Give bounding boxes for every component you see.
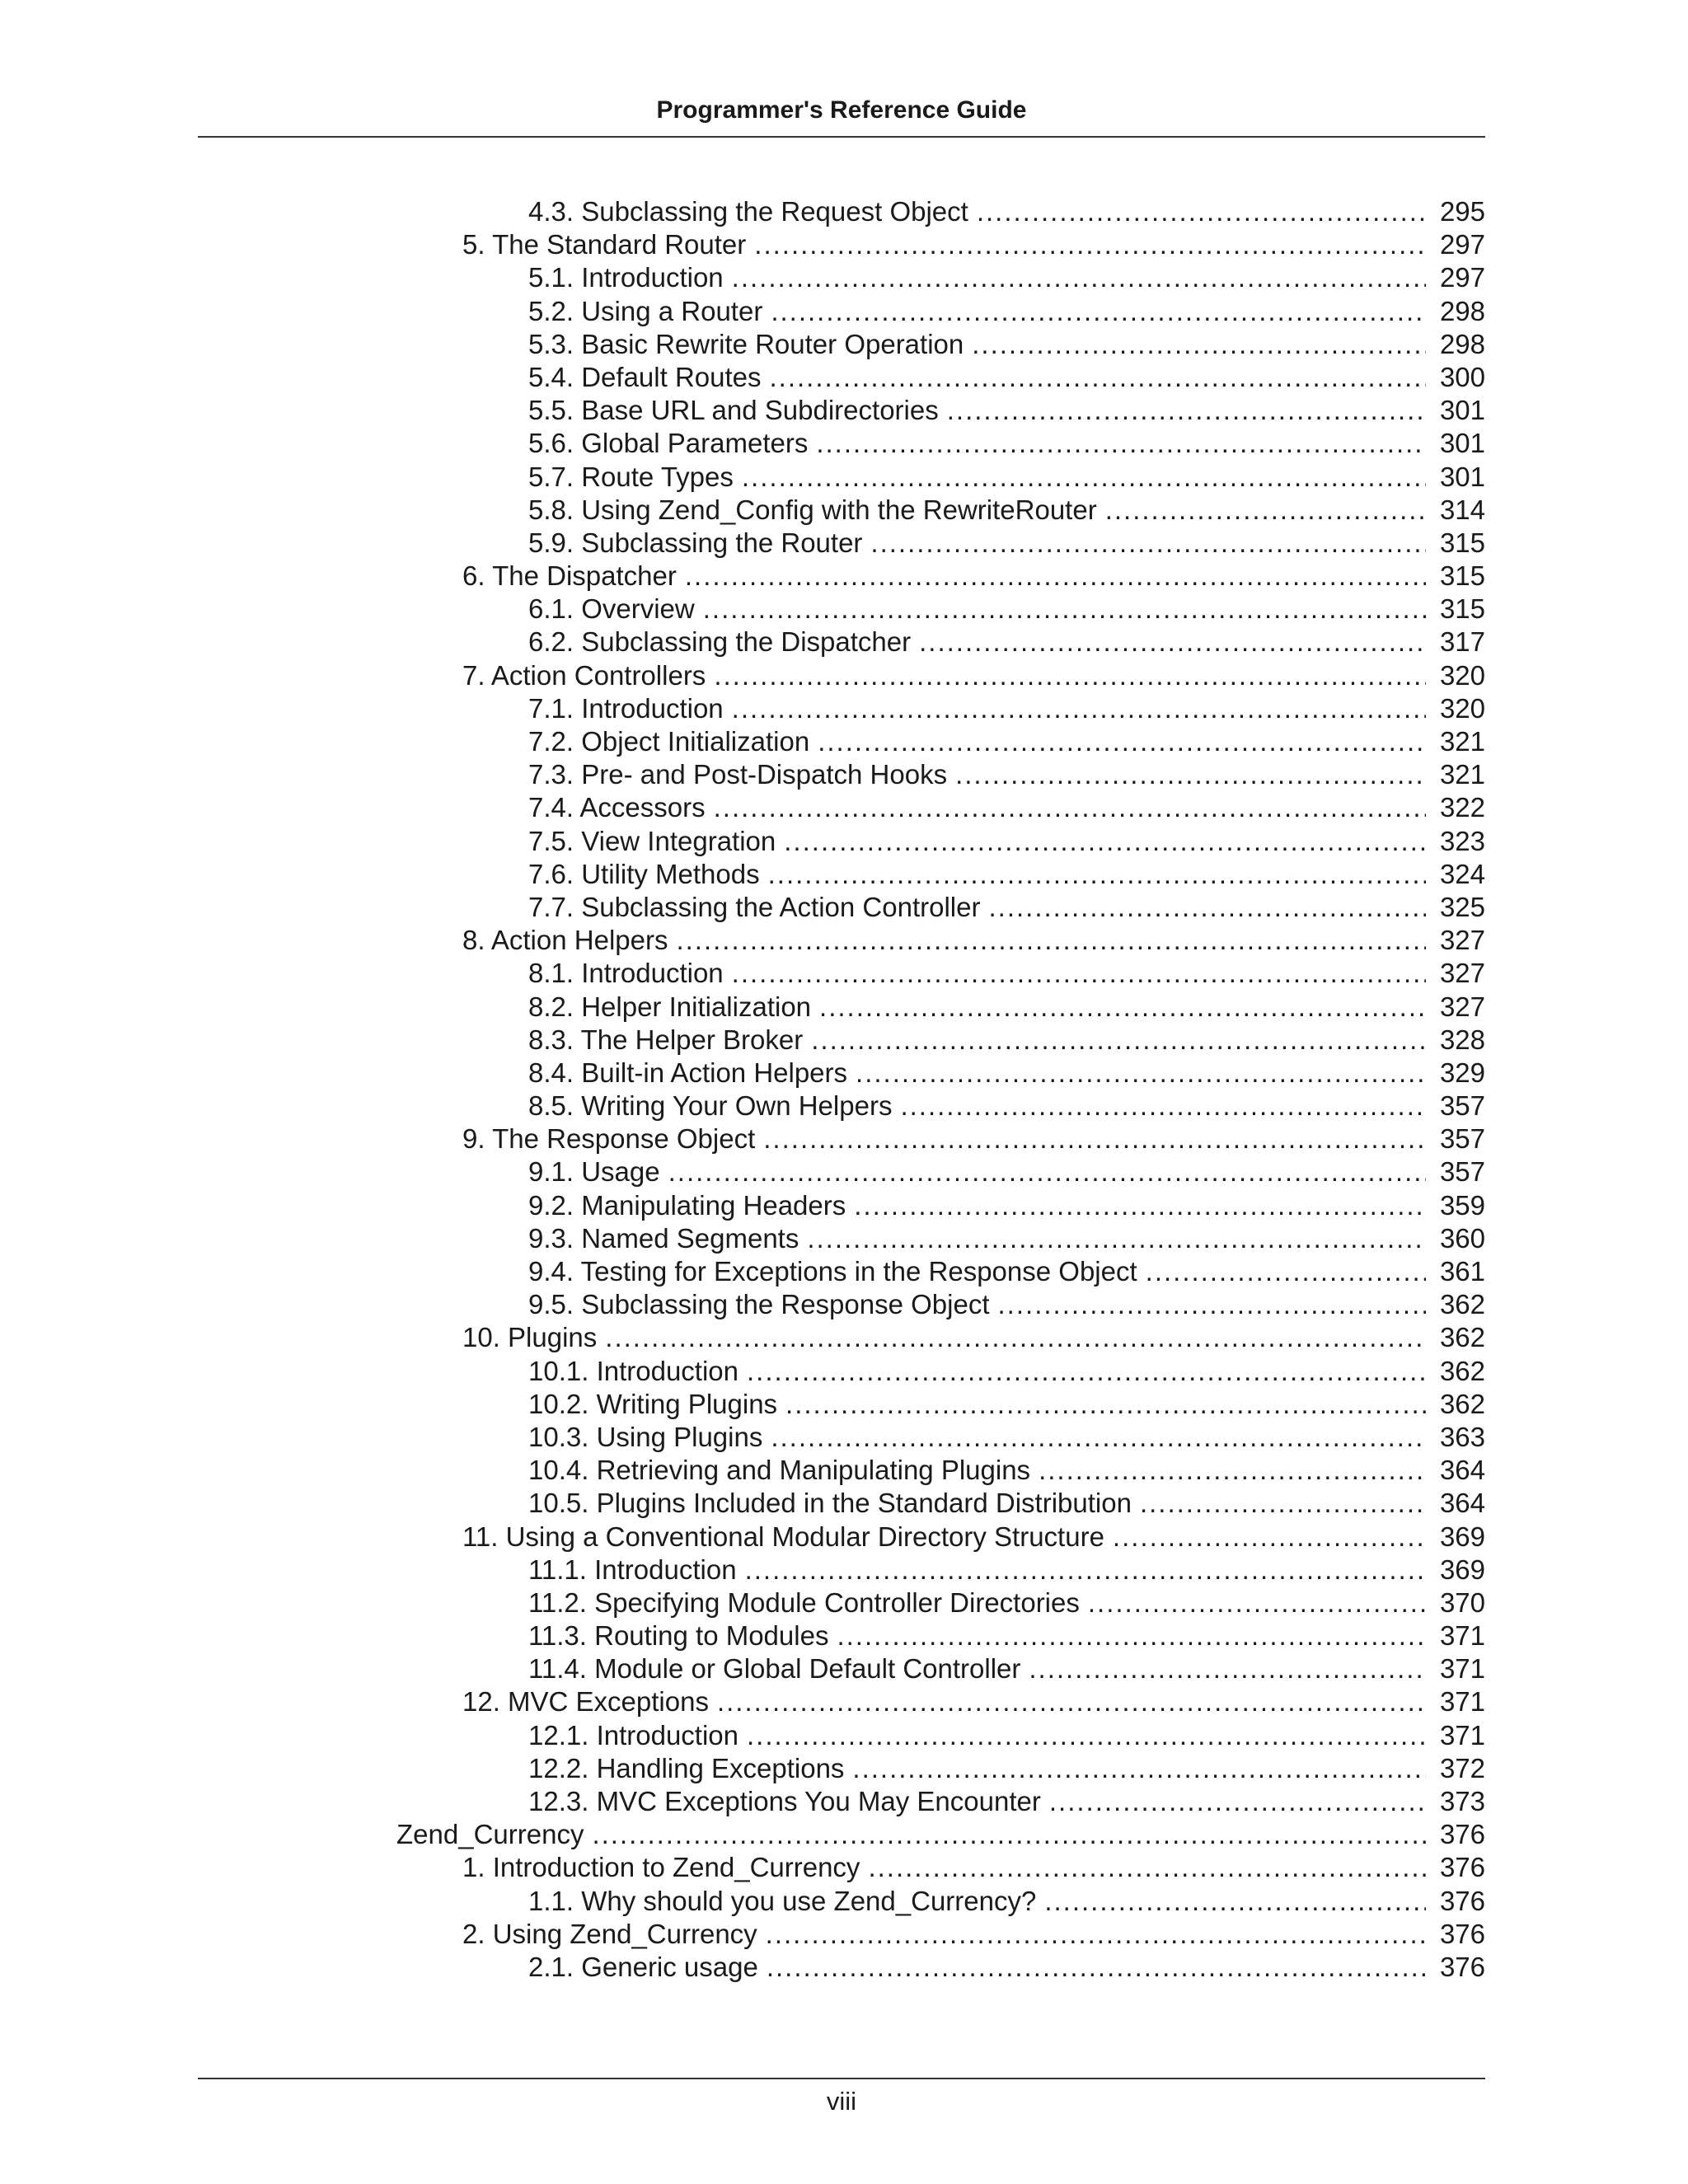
toc-entry-label: 1. Introduction to Zend_Currency (462, 1852, 860, 1883)
toc-entry-page: 298 (1439, 295, 1485, 326)
toc-row (0, 626, 1688, 658)
toc-dot-leader (1029, 1652, 1426, 1685)
toc-row (0, 1685, 1688, 1718)
toc-entry-label: 2.1. Generic usage (528, 1951, 758, 1982)
toc-row (0, 427, 1688, 460)
toc-entry-page: 298 (1439, 328, 1485, 359)
toc-entry[interactable] (528, 1752, 1485, 1785)
toc-row (0, 825, 1688, 858)
toc-dot-leader (807, 1222, 1426, 1255)
toc-entry-page: 373 (1439, 1786, 1485, 1816)
toc-entry-label: 7.5. View Integration (528, 825, 776, 856)
toc-row (0, 361, 1688, 394)
toc-entry[interactable] (528, 1885, 1485, 1918)
toc-dot-leader (771, 1421, 1426, 1454)
toc-entry-page: 297 (1439, 229, 1485, 260)
toc-dot-leader (919, 626, 1426, 658)
toc-dot-leader (955, 758, 1426, 791)
toc-entry[interactable] (528, 494, 1485, 527)
toc-entry[interactable] (528, 825, 1485, 858)
toc-entry-page: 324 (1439, 858, 1485, 889)
toc-dot-leader (852, 1752, 1426, 1785)
toc-entry-label: 10.1. Introduction (528, 1355, 739, 1386)
toc-entry[interactable] (528, 1355, 1485, 1388)
toc-entry[interactable] (528, 991, 1485, 1024)
toc-row (0, 1619, 1688, 1652)
toc-entry-page: 364 (1439, 1455, 1485, 1486)
toc-dot-leader (676, 924, 1426, 957)
toc-row (0, 924, 1688, 957)
toc-dot-leader (947, 394, 1426, 427)
toc-entry-page: 371 (1439, 1686, 1485, 1718)
toc-entry[interactable] (396, 1818, 1485, 1851)
toc-entry-label: 5.4. Default Routes (528, 361, 762, 392)
toc-row (0, 261, 1688, 294)
toc-entry-label: 8.3. The Helper Broker (528, 1024, 804, 1055)
toc-entry[interactable] (462, 1122, 1485, 1155)
toc-entry-page: 363 (1439, 1421, 1485, 1452)
toc-entry-label: 9.3. Named Segments (528, 1222, 799, 1254)
toc-entry[interactable] (528, 1619, 1485, 1652)
toc-entry-label: 11.2. Specifying Module Controller Directories (528, 1586, 1080, 1618)
toc-entry[interactable] (528, 1951, 1485, 1984)
toc-row (0, 1652, 1688, 1685)
toc-row (0, 991, 1688, 1024)
toc-entry[interactable] (528, 1586, 1485, 1619)
toc-dot-leader (837, 1619, 1426, 1652)
toc-entry-label: 9.5. Subclassing the Response Object (528, 1289, 990, 1320)
toc-dot-leader (1039, 1454, 1426, 1487)
toc-row (0, 228, 1688, 261)
toc-entry-page: 328 (1439, 1024, 1485, 1055)
toc-entry-page: 301 (1439, 461, 1485, 492)
toc-entry-label: 12.2. Handling Exceptions (528, 1752, 845, 1783)
toc-entry-label: 7. Action Controllers (462, 659, 706, 691)
toc-entry-label: 5.2. Using a Router (528, 295, 763, 326)
toc-dot-leader (668, 1155, 1426, 1188)
toc-row (0, 295, 1688, 328)
toc-row (0, 527, 1688, 560)
toc-entry[interactable] (528, 261, 1485, 294)
toc-entry[interactable] (462, 1521, 1485, 1554)
toc-dot-leader (818, 725, 1426, 758)
toc-entry[interactable] (462, 560, 1485, 593)
toc-entry-page: 376 (1439, 1918, 1485, 1949)
toc-entry[interactable] (528, 858, 1485, 891)
toc-entry[interactable] (462, 1918, 1485, 1951)
toc-entry[interactable] (528, 1057, 1485, 1090)
toc-row (0, 1189, 1688, 1222)
toc-dot-leader (868, 1851, 1426, 1884)
toc-entry-page: 376 (1439, 1819, 1485, 1850)
toc-entry-label: 10.4. Retrieving and Manipulating Plugins (528, 1455, 1031, 1486)
table-of-contents (0, 195, 1688, 1984)
toc-entry-page: 317 (1439, 626, 1485, 658)
toc-entry[interactable] (528, 791, 1485, 824)
toc-row (0, 1454, 1688, 1487)
toc-entry-label: 5.1. Introduction (528, 262, 724, 293)
toc-entry[interactable] (528, 725, 1485, 758)
toc-dot-leader (763, 1122, 1426, 1155)
toc-entry-label: 9.2. Manipulating Headers (528, 1189, 846, 1221)
toc-entry[interactable] (528, 1255, 1485, 1288)
toc-entry-page: 322 (1439, 792, 1485, 823)
toc-entry-label: 7.6. Utility Methods (528, 858, 760, 889)
toc-dot-leader (747, 1355, 1426, 1388)
toc-entry[interactable] (528, 394, 1485, 427)
toc-row (0, 195, 1688, 228)
toc-row (0, 1388, 1688, 1421)
toc-entry-label: 8.5. Writing Your Own Helpers (528, 1090, 893, 1122)
toc-row (0, 791, 1688, 824)
toc-entry-page: 362 (1439, 1322, 1485, 1353)
toc-entry-page: 376 (1439, 1885, 1485, 1916)
toc-row (0, 1355, 1688, 1388)
toc-entry-page: 321 (1439, 759, 1485, 790)
toc-entry-page: 320 (1439, 659, 1485, 691)
toc-entry-page: 376 (1439, 1951, 1485, 1982)
toc-entry-page: 315 (1439, 593, 1485, 625)
footer-rule (198, 2078, 1485, 2079)
toc-row (0, 1090, 1688, 1122)
toc-dot-leader (870, 527, 1426, 560)
toc-row (0, 1057, 1688, 1090)
toc-entry-page: 357 (1439, 1123, 1485, 1155)
toc-dot-leader (747, 1719, 1426, 1752)
toc-entry-page: 327 (1439, 958, 1485, 989)
toc-entry-page: 300 (1439, 361, 1485, 392)
toc-dot-leader (703, 593, 1426, 626)
toc-dot-leader (998, 1288, 1426, 1321)
toc-entry[interactable] (528, 1421, 1485, 1454)
toc-row (0, 1288, 1688, 1321)
toc-entry-page: 370 (1439, 1586, 1485, 1618)
toc-entry[interactable] (528, 1388, 1485, 1421)
toc-dot-leader (1049, 1785, 1426, 1818)
toc-entry[interactable] (462, 1685, 1485, 1718)
toc-row (0, 1321, 1688, 1354)
toc-entry-label: 5.8. Using Zend_Config with the RewriteRouter (528, 494, 1097, 525)
toc-entry-label: 8.4. Built-in Action Helpers (528, 1057, 848, 1088)
toc-entry-page: 301 (1439, 395, 1485, 426)
toc-row (0, 1554, 1688, 1586)
page-number: viii (826, 2087, 857, 2116)
toc-entry-label: 5. The Standard Router (462, 229, 747, 260)
toc-dot-leader (714, 659, 1426, 692)
toc-entry-label: 12.1. Introduction (528, 1719, 739, 1750)
toc-entry-label: 1.1. Why should you use Zend_Currency? (528, 1885, 1037, 1916)
toc-dot-leader (592, 1818, 1426, 1851)
toc-entry-label: 10. Plugins (462, 1322, 598, 1353)
toc-dot-leader (811, 1024, 1426, 1057)
toc-dot-leader (784, 825, 1426, 858)
toc-entry-label: 11.4. Module or Global Default Controller (528, 1653, 1021, 1685)
toc-entry[interactable] (528, 328, 1485, 361)
toc-entry-label: 9.4. Testing for Exceptions in the Response Object (528, 1256, 1137, 1286)
toc-entry[interactable] (528, 692, 1485, 725)
toc-entry-page: 329 (1439, 1057, 1485, 1088)
toc-row (0, 1918, 1688, 1951)
toc-dot-leader (768, 858, 1426, 891)
toc-dot-leader (745, 1554, 1426, 1586)
toc-dot-leader (819, 991, 1426, 1024)
toc-entry[interactable] (528, 593, 1485, 626)
toc-entry-label: 12.3. MVC Exceptions You May Encounter (528, 1786, 1041, 1816)
toc-entry-label: 5.5. Base URL and Subdirectories (528, 395, 939, 426)
toc-row (0, 1818, 1688, 1851)
toc-dot-leader (977, 195, 1426, 228)
toc-row (0, 1255, 1688, 1288)
toc-dot-leader (605, 1321, 1426, 1354)
toc-dot-leader (988, 891, 1426, 924)
toc-dot-leader (856, 1057, 1426, 1090)
toc-row (0, 394, 1688, 427)
toc-entry-page: 327 (1439, 991, 1485, 1022)
toc-entry[interactable] (528, 461, 1485, 494)
toc-row (0, 1521, 1688, 1554)
toc-entry[interactable] (528, 427, 1485, 460)
toc-entry[interactable] (528, 1454, 1485, 1487)
running-header: Programmer's Reference Guide (656, 96, 1027, 124)
toc-entry-label: 7.3. Pre- and Post-Dispatch Hooks (528, 759, 948, 790)
toc-dot-leader (972, 328, 1426, 361)
toc-row (0, 1222, 1688, 1255)
toc-entry-page: 359 (1439, 1189, 1485, 1221)
toc-entry-page: 357 (1439, 1090, 1485, 1122)
toc-entry[interactable] (528, 295, 1485, 328)
toc-entry-page: 376 (1439, 1852, 1485, 1883)
toc-entry-label: 9.1. Usage (528, 1156, 660, 1188)
toc-entry-page: 327 (1439, 925, 1485, 956)
toc-row (0, 560, 1688, 593)
toc-dot-leader (770, 361, 1427, 394)
toc-entry-label: 8.1. Introduction (528, 958, 724, 989)
toc-entry-page: 314 (1439, 494, 1485, 525)
toc-entry[interactable] (528, 1554, 1485, 1586)
toc-row (0, 1122, 1688, 1155)
toc-entry-page: 295 (1439, 196, 1485, 227)
toc-entry[interactable] (462, 659, 1485, 692)
toc-row (0, 328, 1688, 361)
toc-entry-label: 6.2. Subclassing the Dispatcher (528, 626, 912, 658)
toc-entry[interactable] (528, 1288, 1485, 1321)
toc-entry-label: 6. The Dispatcher (462, 560, 677, 592)
toc-entry-label: 7.4. Accessors (528, 792, 706, 823)
toc-entry[interactable] (528, 1652, 1485, 1685)
toc-entry-label: 11.1. Introduction (528, 1554, 737, 1585)
toc-entry-label: 10.2. Writing Plugins (528, 1388, 778, 1419)
toc-entry[interactable] (462, 228, 1485, 261)
toc-entry-label: 4.3. Subclassing the Request Object (528, 196, 968, 227)
toc-entry-label: 7.7. Subclassing the Action Controller (528, 891, 981, 922)
toc-entry-page: 323 (1439, 825, 1485, 856)
toc-row (0, 1752, 1688, 1785)
toc-row (0, 461, 1688, 494)
toc-dot-leader (1113, 1521, 1426, 1554)
toc-entry-label: 5.7. Route Types (528, 461, 734, 492)
toc-row (0, 957, 1688, 990)
toc-entry-page: 369 (1439, 1554, 1485, 1585)
toc-row (0, 1719, 1688, 1752)
toc-entry[interactable] (528, 195, 1485, 228)
toc-row (0, 494, 1688, 527)
toc-entry[interactable] (528, 758, 1485, 791)
toc-entry-page: 320 (1439, 692, 1485, 724)
toc-entry-page: 301 (1439, 428, 1485, 459)
toc-entry-page: 297 (1439, 262, 1485, 293)
toc-dot-leader (732, 957, 1426, 990)
toc-entry-label: 9. The Response Object (462, 1123, 756, 1155)
toc-dot-leader (717, 1685, 1426, 1718)
toc-dot-leader (854, 1189, 1426, 1222)
toc-entry[interactable] (528, 1155, 1485, 1188)
toc-row (0, 1851, 1688, 1884)
toc-entry-page: 372 (1439, 1752, 1485, 1783)
toc-entry-page: 357 (1439, 1156, 1485, 1188)
toc-dot-leader (785, 1388, 1426, 1421)
toc-dot-leader (767, 1951, 1426, 1984)
toc-dot-leader (1105, 494, 1426, 527)
toc-row (0, 891, 1688, 924)
toc-entry-page: 315 (1439, 560, 1485, 592)
toc-entry-page: 369 (1439, 1521, 1485, 1552)
toc-entry[interactable] (528, 1090, 1485, 1122)
toc-row (0, 1421, 1688, 1454)
toc-dot-leader (900, 1090, 1426, 1122)
toc-entry-page: 371 (1439, 1620, 1485, 1652)
toc-entry-label: 10.5. Plugins Included in the Standard Distribution (528, 1488, 1132, 1519)
toc-entry[interactable] (528, 1189, 1485, 1222)
toc-entry-page: 362 (1439, 1289, 1485, 1320)
toc-entry[interactable] (528, 361, 1485, 394)
toc-entry-label: 11. Using a Conventional Modular Directory Structure (462, 1521, 1104, 1552)
toc-dot-leader (816, 427, 1426, 460)
toc-entry-page: 315 (1439, 527, 1485, 558)
toc-dot-leader (754, 228, 1426, 261)
toc-entry[interactable] (528, 891, 1485, 924)
toc-entry[interactable] (528, 1785, 1485, 1818)
toc-entry-page: 325 (1439, 891, 1485, 922)
toc-entry-page: 371 (1439, 1653, 1485, 1685)
toc-dot-leader (1044, 1885, 1426, 1918)
toc-dot-leader (1140, 1487, 1426, 1520)
toc-row (0, 758, 1688, 791)
toc-entry-page: 321 (1439, 726, 1485, 757)
toc-dot-leader (714, 791, 1426, 824)
toc-row (0, 1487, 1688, 1520)
toc-dot-leader (742, 461, 1426, 494)
toc-row (0, 659, 1688, 692)
header-rule (198, 136, 1485, 138)
toc-entry-page: 364 (1439, 1488, 1485, 1519)
toc-entry[interactable] (528, 626, 1485, 658)
toc-entry-page: 371 (1439, 1719, 1485, 1750)
toc-row (0, 1885, 1688, 1918)
toc-row (0, 1024, 1688, 1057)
toc-entry-label: 8. Action Helpers (462, 925, 668, 956)
toc-entry-label: Zend_Currency (396, 1819, 584, 1850)
toc-entry-label: 8.2. Helper Initialization (528, 991, 812, 1022)
toc-entry-label: 5.9. Subclassing the Router (528, 527, 863, 558)
toc-row (0, 1586, 1688, 1619)
toc-entry-label: 7.1. Introduction (528, 692, 724, 724)
toc-entry-label: 5.6. Global Parameters (528, 428, 809, 459)
toc-row (0, 1155, 1688, 1188)
toc-entry-label: 5.3. Basic Rewrite Router Operation (528, 328, 964, 359)
toc-row (0, 725, 1688, 758)
toc-row (0, 593, 1688, 626)
toc-row (0, 1951, 1688, 1984)
toc-entry-label: 11.3. Routing to Modules (528, 1620, 829, 1652)
toc-entry-label: 2. Using Zend_Currency (462, 1918, 757, 1949)
toc-entry-page: 362 (1439, 1355, 1485, 1386)
toc-dot-leader (732, 261, 1426, 294)
toc-entry-label: 12. MVC Exceptions (462, 1686, 709, 1718)
toc-entry[interactable] (462, 1851, 1485, 1884)
toc-entry-label: 7.2. Object Initialization (528, 726, 810, 757)
toc-entry-label: 10.3. Using Plugins (528, 1421, 763, 1452)
toc-entry[interactable] (528, 1024, 1485, 1057)
toc-entry[interactable] (528, 1222, 1485, 1255)
toc-entry[interactable] (462, 1321, 1485, 1354)
toc-row (0, 858, 1688, 891)
toc-entry[interactable] (528, 1719, 1485, 1752)
toc-dot-leader (1088, 1586, 1426, 1619)
toc-dot-leader (685, 560, 1426, 593)
toc-dot-leader (771, 295, 1426, 328)
toc-row (0, 1785, 1688, 1818)
toc-dot-leader (1146, 1255, 1426, 1288)
toc-entry-page: 360 (1439, 1222, 1485, 1254)
toc-dot-leader (766, 1918, 1426, 1951)
toc-entry-label: 6.1. Overview (528, 593, 695, 625)
toc-dot-leader (732, 692, 1426, 725)
toc-row (0, 692, 1688, 725)
toc-entry[interactable] (462, 924, 1485, 957)
toc-entry[interactable] (528, 1487, 1485, 1520)
toc-entry-page: 361 (1439, 1256, 1485, 1286)
toc-entry[interactable] (528, 957, 1485, 990)
toc-entry[interactable] (528, 527, 1485, 560)
toc-entry-page: 362 (1439, 1388, 1485, 1419)
